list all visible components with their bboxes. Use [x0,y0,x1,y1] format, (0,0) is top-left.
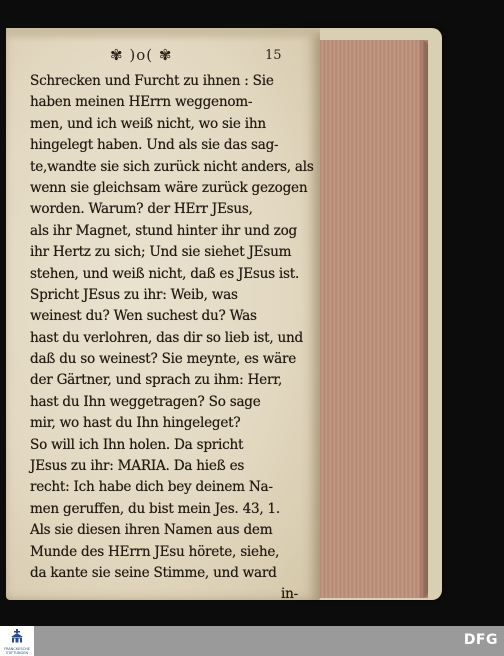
text-line: men, und ich weiß nicht, wo sie ihn [30,115,266,132]
header-ornament: ✾ )o( ✾ [110,46,173,64]
text-line: stehen, und weiß nicht, daß es JEsus ist. [30,265,300,282]
library-logo[interactable] [0,626,34,656]
text-line: hast du Ihn weggetragen? So sage [30,393,261,410]
text-line: mir, wo hast du Ihn hingeleget? [30,415,241,432]
text-line: daß du so weinest? Sie meynte, es wäre [30,351,297,368]
text-line: recht: Ich habe dich bey deinem Na- [30,479,273,496]
text-line: ihr Hertz zu sich; Und sie siehet JEsum [30,244,292,261]
text-line: te,wandte sie sich zurück nicht anders, als [30,158,314,175]
text-line: Munde des HErrn JEsu hörete, siehe, [30,543,280,560]
library-emblem-icon [10,629,24,646]
text-line: JEsus zu ihr: MARIA. Da hieß es [30,458,245,475]
text-line: hingelegt haben. Und als sie das sag- [30,137,279,154]
dfg-logo[interactable]: DFG [463,632,498,648]
text-line: als ihr Magnet, stund hinter ihr und zog [30,222,297,239]
text-line: der Gärtner, und sprach zu ihm: Herr, [30,372,283,389]
text-line: hast du verlohren, das dir so lieb ist, und [30,329,303,346]
text-line: worden. Warum? der HErr JEsus, [30,201,253,218]
text-line: da kante sie seine Stimme, und ward [30,564,277,581]
text-line: weinest du? Wen suchest du? Was [30,308,257,325]
text-line: wenn sie gleichsam wäre zurück gezogen [30,179,308,196]
text-line: Schrecken und Furcht zu ihnen : Sie [30,73,274,89]
text-line: Spricht JEsus zu ihr: Weib, was [30,286,238,303]
text-line: So will ich Ihn holen. Da spricht [30,436,244,453]
page-text [30,71,314,606]
page-shadow [6,28,320,42]
library-logo-label: FRANCKESCHE STIFTUNGEN [4,647,30,655]
catchword: in- [281,586,298,603]
text-line: Als sie diesen ihren Namen aus dem [30,522,273,539]
page-edges [312,40,428,598]
page-number: 15 [265,48,282,63]
viewer-footer [0,626,504,656]
text-line: men geruffen, du bist mein Jes. 43, 1. [30,500,280,517]
text-line: haben meinen HErrn weggenom- [30,94,253,111]
book-page [6,28,320,603]
page-header [6,46,320,68]
